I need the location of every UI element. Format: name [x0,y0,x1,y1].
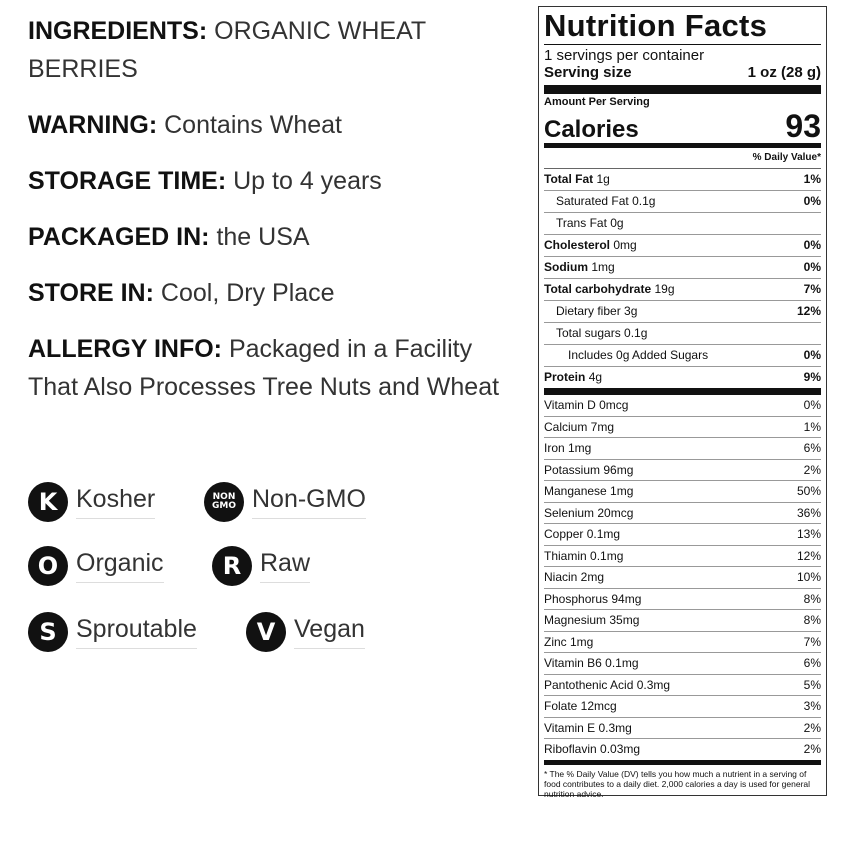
vitamin-pct: 2% [803,720,821,735]
nutrient-row [544,191,821,213]
vitamin-row [544,524,821,546]
calories-label: Calories [544,116,639,143]
vitamin-pct: 12% [796,548,821,563]
vitamin-row [544,589,821,611]
vitamin-row [544,395,821,417]
raw-icon: R [212,546,252,586]
badge-organic [28,546,164,586]
nutrient-amount: 3g [624,304,638,318]
organic-icon: O [28,546,68,586]
badge-label: Raw [260,549,310,583]
vitamin-pct: 13% [796,527,821,541]
nutrient-row [544,213,821,235]
vitamin-row [544,438,821,460]
vitamin-name: Selenium 20mcg [544,505,634,520]
nutrient-name: Dietary fiber [556,304,621,318]
serving-size [544,64,821,94]
allergy-value: Packaged in a Facility That Also Processes Tree Nuts and Wheat [28,335,500,401]
warning-label: WARNING: [28,111,158,139]
nutrient-pct: 0% [803,260,821,274]
product-info [28,12,508,424]
vitamin-row [544,503,821,525]
vitamin-name: Thiamin 0.1mg [544,548,624,563]
vitamin-name: Riboflavin 0.03mg [544,742,641,756]
warning-value: Contains Wheat [164,111,342,139]
vitamin-pct: 6% [803,656,821,670]
nutrient-name: Saturated Fat [556,194,629,208]
nutrient-row [544,367,821,395]
storage-value: Up to 4 years [233,167,382,195]
vitamin-pct: 8% [803,613,821,627]
vitamin-row [544,567,821,589]
vitamin-row [544,417,821,439]
nutrient-amount: 0.1g [632,194,656,208]
vitamin-name: Vitamin B6 0.1mg [544,656,639,670]
nutrient-name: Total sugars [556,326,621,340]
nutrient-row [544,301,821,323]
vitamin-pct: 3% [803,699,821,713]
store-label: STORE IN: [28,279,154,307]
vitamin-name: Folate 12mcg [544,699,617,713]
vitamin-row [544,696,821,718]
vitamin-row [544,546,821,568]
badge-vegan [246,612,365,652]
vitamin-name: Iron 1mg [544,441,592,455]
badge-sproutable [28,612,197,652]
badge-non-gmo [204,482,366,522]
nutrient-name: Total carbohydrate [544,282,652,296]
vitamin-name: Potassium 96mg [544,462,634,477]
nutrient-amount: 1g [596,172,610,186]
vitamin-name: Vitamin E 0.3mg [544,720,632,735]
nutrient-amount: 0.1g [624,326,648,340]
nutrient-amount: 0g [610,216,624,230]
vitamin-pct: 8% [803,591,821,606]
badge-label: Organic [76,549,164,583]
serving-size-value: 1 oz (28 g) [747,64,821,81]
nutrient-amount: 4g [588,370,603,384]
nutrient-amount: 1mg [591,260,615,274]
daily-value-header: % Daily Value* [544,148,821,169]
vitamin-pct: 7% [803,634,821,649]
kosher-icon: K [28,482,68,522]
nutrition-title: Nutrition Facts [544,10,821,45]
vitamin-name: Vitamin D 0mcg [544,398,629,412]
nutrient-pct: 12% [796,304,821,318]
ingredients-value: ORGANIC WHEAT BERRIES [28,17,426,83]
amount-per-serving: Amount Per Serving [544,96,650,108]
nutrient-name: Total Fat [544,172,594,186]
vitamin-pct: 50% [796,484,821,498]
vitamin-pct: 6% [803,441,821,455]
nutrient-row [544,235,821,257]
vitamin-name: Magnesium 35mg [544,613,640,627]
badge-raw [212,546,310,586]
store-value: Cool, Dry Place [160,279,335,307]
nutrient-pct: 7% [803,282,821,296]
ingredients-line [28,12,508,88]
badge-label: Non-GMO [252,485,366,519]
storage-line [28,162,508,200]
packaged-value: the USA [216,223,310,251]
vitamin-pct: 36% [796,505,821,520]
vitamin-name: Niacin 2mg [544,570,605,584]
vitamin-pct: 0% [803,398,821,412]
vitamin-row [544,653,821,675]
allergy-line [28,330,508,406]
daily-value-footnote: * The % Daily Value (DV) tells you how much a nutrient in a serving of food contributes to a daily diet. 2,000 calories a day is used for general nutrition advice. [544,768,811,799]
nutrient-pct: 1% [803,172,821,186]
calories-value: 93 [785,108,821,144]
vitamin-pct: 2% [803,742,821,756]
vitamin-row [544,460,821,482]
nutrient-amount: 0mg [613,238,637,252]
nutrient-row [544,169,821,191]
nutrient-row [544,279,821,301]
calories-row [544,109,821,148]
nutrient-row [544,257,821,279]
storage-label: STORAGE TIME: [28,167,227,195]
vitamin-name: Zinc 1mg [544,634,594,649]
allergy-label: ALLERGY INFO: [28,335,222,363]
packaged-line [28,218,508,256]
nutrient-amount: 19g [654,282,675,296]
non-gmo-icon: NON GMO [204,482,244,522]
nutrient-name: Sodium [544,260,588,274]
ingredients-label: INGREDIENTS: [28,17,208,45]
nutrient-name: Protein [544,370,586,384]
vitamin-row [544,739,821,765]
badge-label: Vegan [294,615,365,649]
vitamin-name: Phosphorus 94mg [544,591,642,606]
badge-label: Sproutable [76,615,197,649]
badge-label: Kosher [76,485,155,519]
vegan-icon: V [246,612,286,652]
vitamin-row [544,632,821,654]
nutrient-pct: 0% [803,194,821,208]
nutrient-row [544,323,821,345]
packaged-label: PACKAGED IN: [28,223,210,251]
vitamin-name: Manganese 1mg [544,484,634,498]
serving-size-label: Serving size [544,64,632,81]
vitamin-row [544,610,821,632]
servings-per-container: 1 servings per container [544,47,705,64]
nutrient-pct: 0% [803,348,821,362]
vitamin-pct: 1% [803,419,821,434]
vitamin-pct: 2% [803,462,821,477]
sproutable-icon: S [28,612,68,652]
nutrient-name: Cholesterol [544,238,611,252]
vitamin-pct: 5% [803,677,821,692]
vitamin-pct: 10% [796,570,821,584]
nutrient-row [544,345,821,367]
nutrition-facts-panel [538,6,827,799]
vitamin-name: Pantothenic Acid 0.3mg [544,677,671,692]
store-line [28,274,508,312]
nutrient-name: Includes 0g Added Sugars [568,348,709,362]
vitamin-row [544,675,821,697]
vitamin-row [544,481,821,503]
nutrient-pct: 9% [803,370,821,384]
vitamin-name: Copper 0.1mg [544,527,621,541]
warning-line [28,106,508,144]
nutrient-pct: 0% [803,238,821,252]
vitamin-row [544,718,821,740]
badge-kosher [28,482,155,522]
vitamin-name: Calcium 7mg [544,419,615,434]
nutrient-name: Trans Fat [556,216,607,230]
